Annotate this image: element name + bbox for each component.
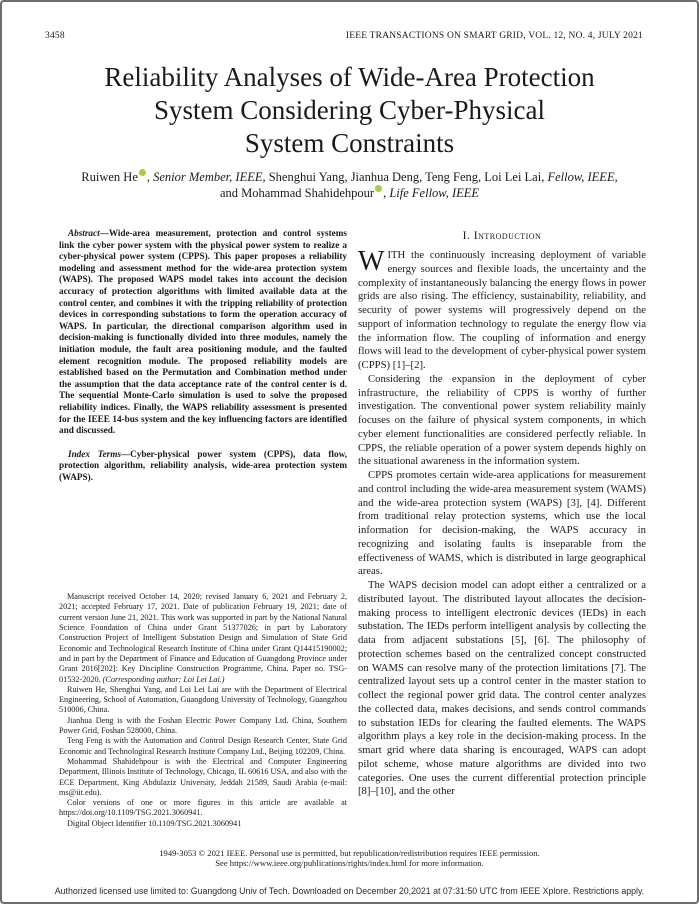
page-number: 3458 (45, 31, 65, 41)
orcid-icon[interactable] (139, 169, 146, 176)
left-column (59, 228, 347, 829)
abstract-text: Wide-area measurement, protection and control systems link the cyber power system with the physical power system to realize a cyber-physical power system (CPPS). This paper proposes a reliability modeling and assessment method for the wide-area protection system (WAPS). The proposed WAPS model takes into account the decision accuracy of protection algorithms with limited available data at the control center, and combines it with the tripping reliability of protection devices in corresponding substations to form the operation accuracy of WAPS. In particular, the directional comparison algorithm used in decision-making is functionally divided into three modules, namely the initiation module, the fault area positioning module, and the faulted element recognition module. The proposed reliability models are established based on the Permutation and Combination method under the assumption that the data acceptance rate of the control center is d. The sequential Monte-Carlo simulation is used to solve the proposed reliability indices. Finally, the WAPS reliability assessment is presented for the IEEE 14-bus system and the key influencing factors are identified and discussed. (59, 228, 347, 436)
index-terms-text: Cyber-physical power system (CPPS), data flow, protection algorithm, reliability analysis, wide-area protection system (WAPS). (59, 448, 347, 482)
intro-paragraph-1-text: ITH the continuously increasing deployment of variable energy sources and flexible loads, the uncertainty and the complexity of instantaneously balancing the energy flows in power grids are also rising. The efficiency, sustainability, reliability, and security of power systems will progressively depend on the support of information technology to regulate the energy flow via the information flow. The coupling of information and energy flows will lead to the development of cyber-physical power system (CPPS) [1]–[2]. (358, 249, 646, 371)
footnote-affiliation: Jianhua Deng is with the Foshan Electric Power Company Ltd. China, Southern Power Grid, Foshan 528000, China. (59, 715, 347, 736)
footnote-manuscript (59, 592, 347, 685)
index-terms (59, 449, 347, 484)
footnote-manuscript-text: Manuscript received October 14, 2020; revised January 6, 2021 and February 2, 2021; accepted February 17, 2021. Date of publication February 19, 2021; date of current version June 21, 2021. This work was supported in part by the National Natural Science Foundation of China under Grant 51377026; in part by Laboratory Construction Project of Intelligent Substation Design and Simulation of State Grid Economic and Technological Research Institute of China under Grant Q14415190002; and in part by the Department of Finance and Education of Guangdong Province under Grant 2016[202]: Key Discipline Construction Programme, China. Paper no. TSG-01532-2020. (59, 592, 347, 684)
author-separator: , (146, 170, 154, 184)
abstract (59, 228, 347, 437)
author-name: and Mohammad Shahidehpour (219, 186, 375, 200)
rights-url-line: See https://www.ieee.org/publications/rights/index.html for more information. (215, 858, 484, 869)
copyright-footer (2, 848, 697, 869)
footnote-affiliation: Mohammad Shahidehpour is with the Electrical and Computer Engineering Department, Illinois Institute of Technology, Chicago, IL 60616 USA, and also with the ECE Department, King Abdulaziz University, Jeddah 21589, Saudi Arabia (e-mail: ms@iit.edu). (59, 756, 347, 797)
author-role: Senior Member, IEEE (153, 170, 263, 184)
dropcap-w: W (358, 246, 385, 277)
index-terms-label: Index Terms— (68, 448, 131, 459)
journal-header: IEEE TRANSACTIONS ON SMART GRID, VOL. 12, NO. 4, JULY 2021 (345, 31, 643, 41)
copyright-line: 1949-3053 © 2021 IEEE. Personal use is permitted, but republication/redistribution requires IEEE permission. (159, 847, 540, 858)
title-line-3: System Constraints (244, 128, 455, 158)
corresponding-author-note: (Corresponding author: Loi Lei Lai.) (102, 674, 225, 684)
abstract-label: Abstract— (68, 228, 109, 238)
running-head (2, 2, 697, 41)
footnote-affiliation: Ruiwen He, Shenghui Yang, and Loi Lei Lai are with the Department of Electrical Engineering, School of Automation, Guangdong University of Technology, Guangzhou 510006, China. (59, 684, 347, 715)
footnote-color-versions (59, 798, 347, 819)
author-separator: , (614, 170, 618, 184)
intro-paragraph-3: CPPS promotes certain wide-area applications for measurement and control including the wide-area measurement system (WAMS) and the wide-area protection system (WAPS) [3], [4]. Different from traditional relay protection systems, which use the local information for decision-making, the WAPS accuracy in recognizing and isolating faults is inseparable from the effectiveness of WAMS, which is distributed in large geographical areas. (358, 469, 646, 578)
title-line-2: System Considering Cyber-Physical (154, 95, 545, 125)
footnote-affiliation: Teng Feng is with the Automation and Control Design Research Center, State Grid Economic and Technological Research Institute Company Ltd., Beijing 102209, China. (59, 736, 347, 756)
first-page-footnotes (59, 592, 347, 829)
right-column (358, 228, 646, 829)
author-role: Fellow, IEEE (547, 170, 615, 184)
author-role: Life Fellow, IEEE (389, 186, 480, 200)
author-name: Ruiwen He (81, 170, 138, 184)
author-line-2 (2, 185, 697, 201)
intro-paragraph-4: The WAPS decision model can adopt either a centralized or a distributed layout. The distributed layout allocates the decision-making process to intelligent electronic devices (IEDs) in each substation. The IEDs perform intelligent analysis by collecting the data from adjacent substations [5], [6]. The philosophy of protection schemes based on the centralized concept constructed on WAMS can resolve many of the protection limitations [7]. The centralized layout sets up a control center in the master station to collect the regional power grid data. The control center analyzes the collected data, makes decisions, and sends control commands to substation IEDs for clearing the faulted elements. The WAPS algorithm plays a key role in the decision-making process. In the smart grid where data sharing is encouraged, WAPS can adopt pilot scheme, whose mature algorithms are divided into two categories. One uses the current differential protection principle [8]–[10], and the other (358, 579, 646, 798)
paper-title (32, 61, 667, 160)
author-names-middle: , Shenghui Yang, Jianhua Deng, Teng Feng, Loi Lei Lai, (262, 170, 548, 184)
two-column-body (2, 228, 697, 829)
intro-paragraph-2: Considering the expansion in the deployment of cyber infrastructure, the reliability of CPPS is worthy of further investigation. The conventional power system reliability mainly focuses on the failure of physical system components, in which cyber element functionalities are considered perfectly reliable. In CPPS, the reliable operation of a power system depends highly on the situational awareness in the information system. (358, 372, 646, 468)
author-list (2, 169, 697, 201)
section-heading-introduction: I. Introduction (462, 230, 542, 242)
license-watermark: Authorized licensed use limited to: Guangdong Univ of Tech. Downloaded on December 20,2021 at 07:31:50 UTC from IEEE Xplore. Restrictions apply. (54, 886, 645, 896)
intro-paragraph-1 (358, 246, 646, 373)
author-separator: , (383, 186, 390, 200)
orcid-icon[interactable] (375, 185, 382, 192)
author-line-1 (2, 169, 697, 185)
title-line-1: Reliability Analyses of Wide-Area Protection (104, 62, 595, 92)
doi-link[interactable]: https://doi.org/10.1109/TSG.2021.3060941. (59, 808, 203, 818)
footnote-doi: Digital Object Identifier 10.1109/TSG.2021.3060941 (67, 818, 242, 828)
footnote-color-versions-text: Color versions of one or more figures in this article are available at (67, 798, 347, 808)
